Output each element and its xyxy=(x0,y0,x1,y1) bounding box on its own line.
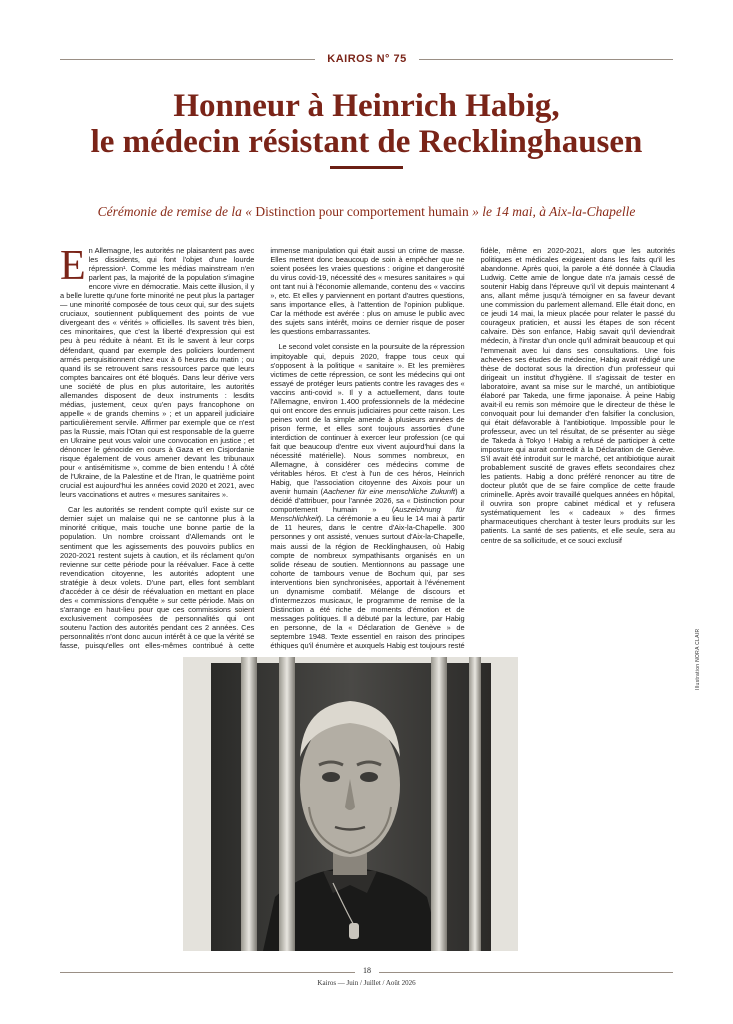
paragraph-3-award-name: Auszeichnung für Menschlichkeit xyxy=(270,505,465,524)
paragraph-3-text-c: ). La cérémonie a eu lieu le 14 mai à partir de 11 heures, dans le centre d'Aix-la-Chapelle. 300 personnes y ont assisté, venues surtout d'Aix-la-Chapelle, mais aussi de la région de Recklinghausen, où Habig compte de nombreux sympathisants organisés en un solide réseau de soutien. Mentionnons au passage une cohorte de tambours venue de Bochum qui, par ses interventions bien synchronisées, apportait à l'événement un dynamisme combatif. Mélange de discours et d'intermezzos musicaux, le programme de remise de la Distinction a été riche de moments d'émotion et de messages politiques. Il a débuté par la lecture, par Habig en personne, de la « Déclaration de Genève » de septembre 1948. Texte essentiel en raison des principes éthiques qu'il énumère et auxquels Habig est toujours resté fidèle, même en 2020-2021, alors que les autorités politiques et médicales exigeaient dans les faits qu'il les abandonne. Après quoi, la parole a été donnée à Claudia Ludwig. Cette amie de longue date n'a jamais cessé de soutenir Habig dans l'épreuve qu'il vit depuis maintenant 4 ans, allant même jusqu'à témoigner en sa faveur devant une commission du parlement allemand. Elle était donc, en ce jeudi 14 mai, la mieux placée pour relater le passé du courageux praticien, et aussi les étapes de son récent calvaire. Dès son enfance, Habig savait qu'il deviendrait médecin, à l'instar d'un oncle qu'il admirait beaucoup et qui l'emmenait avec lui dans ses consultations. Une fois achevées ses études de médecine, Habig avait rédigé une thèse de doctorat sous la direction d'un professeur qui dirigeait un institut d'hygiène. Il s'agissait de tester en laboratoire, avant sa mise sur le marché, un antibiotique élaboré par Takeda, une firme japonaise. À peine Habig avait-il eu remis son mémoire que le directeur de thèse le convoquait pour lui demander d'en falsifier la conclusion, qui était défavorable à l'antibiotique. Impossible pour le professeur, avec un tel résultat, de se présenter au siège de Takeda à Tokyo ! Habig a refusé de participer à cette imposture qui aurait contredit à la Déclaration de Genève. S'il avait été introduit sur le marché, cet antibiotique aurait probablement suscité de graves effets secondaires chez les patients. Habig a donc préféré renoncer au titre de docteur plutôt que de se faire complice de cette fraude criminelle. Après avoir travaillé quelques années en hôpital, il ouvrira son propre cabinet médical et y refusera systématiquement les « cadeaux » des firmes pharmaceutiques cherchant à tester leurs produits sur les patients. La santé de ses patients, et elle seule, sera au centre de sa sollicitude, et ce souci exclusif xyxy=(270,246,675,651)
illustration-credit: Illustration NORA CLAIR xyxy=(695,628,701,690)
paragraph-1-text: n Allemagne, les autorités ne plaisantent pas avec les dissidents, qui font l'objet d'une lourde répression¹. Comme les médias mainstream n'en parlent pas, la majorité de la population s'imagine encore vivre en démocratie. Mais cette illusion, il y a belle lurette qu'une forte minorité ne peut plus la partager — une minorité composée de tous ceux qui, sur des sujets cruciaux, soutiennent publiquement des points de vue divergeant des « vérités » officielles. Ils savent très bien, ces minoritaires, que c'est la liberté d'expression qui est peu à peu réduite à néant. Et ils le savent à leur corps défendant, quand par exemple des policiers lourdement armés perquisitionnent chez eux à 6 heures du matin ; ou quand ils se retrouvent sans ressources parce que leurs comptes bancaires ont été bloqués. Dans leur dérive vers une société de plus en plus autoritaire, les autorités allemandes disposent de deux instruments : lesdits médias, justement, ceux qu'en pays francophone on appelle « de grands chemins » ; et un appareil judiciaire particulièrement servile. Affirmer par exemple que ce n'est pas la Russie, mais l'Otan qui est responsable de la guerre en Ukraine peut vous valoir une convocation en justice ; et dénoncer le génocide en cours à Gaza et en Cisjordanie risque également de vous amener devant les tribunaux pour « antisémitisme », comme de bien entendu ! À côté de l'Ukraine, de la Palestine et de l'Iran, le quatrième point crucial est aujourd'hui les années covid 2020 et 2021, avec leurs vaccinations et autres « mesures sanitaires ». xyxy=(60,246,255,500)
paragraph-3-association-name: Aachener für eine menschliche Zukunft xyxy=(323,487,456,497)
issue-badge: KAIROS N° 75 xyxy=(315,51,419,67)
subtitle-part-3: » le 14 mai, à Aix-la-Chapelle xyxy=(468,204,636,219)
portrait-illustration xyxy=(183,657,518,951)
page-number: 18 xyxy=(355,966,379,975)
portrait-drawing xyxy=(183,657,518,951)
subtitle-part-2: Distinction pour comportement humain xyxy=(255,204,469,219)
title-line-2: le médecin résistant de Recklinghausen xyxy=(90,124,643,160)
paragraph-3-text-a: Le second volet consiste en la poursuite de la répression impitoyable qui, depuis 2020, frappe tous ceux qui s'opposent à la politique « sanitaire ». Et les premières victimes de cette répression, ce sont les médecins qui ont essayé de protéger leurs patients contre les ravages des « vaccins anti-covid ». Il y a actuellement, dans toute l'Allemagne, environ 1.400 professionnels de la médecine qui ont encore des ennuis judiciaires pour cette raison. Les peines vont de la simple amende à plusieurs années de prison ferme, et elles sont toujours assorties d'une interdiction de continuer à exercer leur profession (ce qui fait que beaucoup d'entre eux vivent aujourd'hui dans la nécessité matérielle). Nous sommes nombreux, en Allemagne, à considérer ces médecins comme de véritables héros. Et c'est à l'un de ces héros, Heinrich Habig, que l'association citoyenne des Aixois pour un avenir humain ( xyxy=(270,342,465,497)
paragraph-1 xyxy=(60,246,254,499)
title-divider xyxy=(330,166,403,169)
article-body xyxy=(60,246,675,652)
subtitle-part-1: Cérémonie de remise de la « xyxy=(97,204,256,219)
issue-footer: Kairos — Juin / Juillet / Août 2026 xyxy=(317,979,416,987)
drop-cap: E xyxy=(60,246,86,289)
title-line-1: Honneur à Heinrich Habig, xyxy=(173,88,560,124)
paragraph-3-text-b: ) a décidé d'attribuer, pour l'année 2026, sa « Distinction pour comportement humain » ( xyxy=(270,487,465,515)
article-title xyxy=(40,88,693,160)
article-subtitle xyxy=(40,204,693,220)
paragraph-2: Car les autorités se rendent compte qu'il existe sur ce dernier sujet un malaise qui ne se cantonne plus à la minorité critique, mais touche une bonne partie de la population. Un nombre croissant d'Allemands ont le sentiment que les agissements des pouvoirs publics en 2020-2021 restent sujets à caution, et ils réclament qu'on revienne sur cette période pour la réévaluer. Face à cette revendication citoyenne, les autorités adoptent une stratégie à deux volets. D'une part, elles font semblant d'accéder à ce désir de réévaluation en mettant en place des « commissions d'enquête » sur cette période. Mais on s'arrange en haut-lieu pour que ces commissions soient exclusivement composées de personnalités qui ont soutenu l'action des autorités pendant ces 2 années. Ces personnalités n'ont donc aucun intérêt à ce que la vérité se fasse, puisqu'elles ont elles-mêmes contribué à cette immense manipulation qui était aussi un crime de masse. Elles mettent donc beaucoup de soin à empêcher que ne soient posées les vraies questions : origine et dangerosité du virus covid-19, nécessité des « mesures sanitaires » qui ont tant nui à l'économie allemande, contenu des « vaccins », etc. Et elles y parviennent en portant d'autres questions, sans importance elles, à l'attention de l'opinion publique. Car la méthode est avérée : plus on amuse le public avec des sujets sans intérêt, moins ce dernier risque de poser les questions embarrassantes. xyxy=(60,246,465,651)
